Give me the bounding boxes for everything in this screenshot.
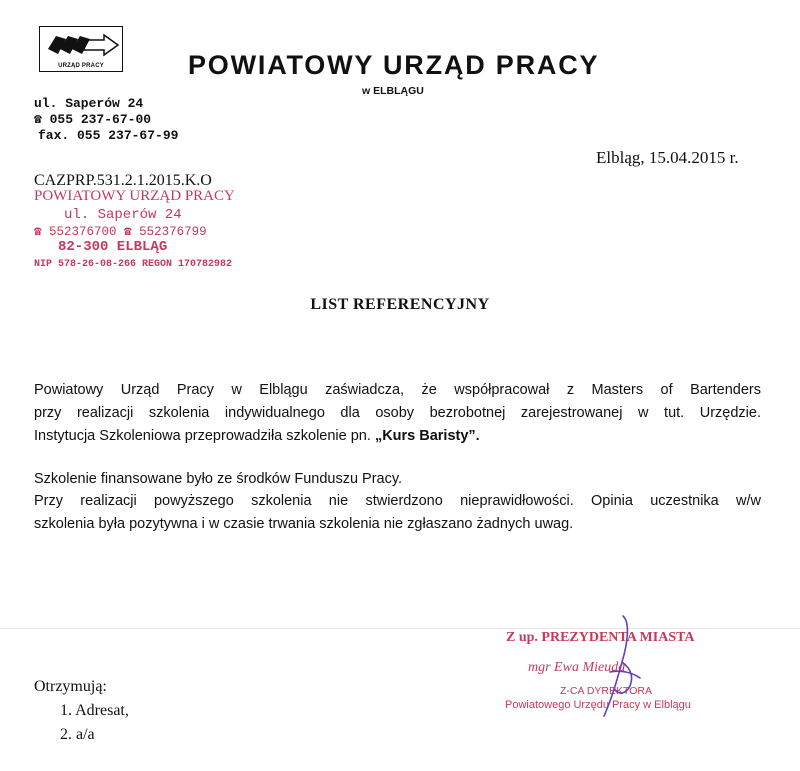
- signature-name: mgr Ewa Mieuda: [528, 660, 626, 675]
- body-p2-line2: Przy realizacji powyższego szkolenia nie stwierdzono nieprawidłowości. Opinia uczestnika w/w: [34, 493, 761, 509]
- signature-position: Z-CA DYREKTORA: [560, 685, 652, 697]
- page-fold: [0, 628, 800, 629]
- page-subtitle: w ELBLĄGU: [362, 85, 424, 97]
- signature-line-1: Z up. PREZYDENTA MIASTA: [506, 630, 695, 645]
- body-p1-line3: [34, 428, 480, 444]
- stamp-line-4: 82-300 ELBLĄG: [58, 239, 168, 255]
- page-title: POWIATOWY URZĄD PRACY: [188, 50, 600, 80]
- body-p2-line1: Szkolenie finansowane było ze środków Funduszu Pracy.: [34, 471, 403, 487]
- letter-heading: LIST REFERENCYJNY: [310, 296, 490, 313]
- address-fax: fax. 055 237-67-99: [38, 128, 179, 143]
- recipient-item-2: 2. a/a: [60, 726, 95, 743]
- logo-text: URZĄD PRACY: [58, 63, 104, 69]
- reference-number: CAZPRP.531.2.1.2015.K.O: [34, 172, 212, 189]
- stamp-line-3: ☎ 552376700 ☎ 552376799: [34, 225, 207, 239]
- stamp-line-2: ul. Saperów 24: [64, 207, 182, 223]
- stamp-line-5: NIP 578-26-08-266 REGON 170782982: [34, 259, 233, 270]
- stamp-line-1: POWIATOWY URZĄD PRACY: [34, 188, 235, 204]
- recipient-item-1: 1. Adresat,: [60, 702, 129, 719]
- body-p1-line3-text: Instytucja Szkoleniowa przeprowadziła szkolenie pn.: [34, 428, 375, 444]
- body-p2-line3: szkolenia była pozytywna i w czasie trwania szkolenia nie zgłaszano żadnych uwag.: [34, 516, 574, 532]
- logo: [39, 26, 123, 72]
- body-p1-line1: Powiatowy Urząd Pracy w Elblągu zaświadcza, że współpracował z Masters of Bartenders: [34, 382, 761, 398]
- address-street: ul. Saperów 24: [34, 96, 144, 111]
- handwritten-signature: [590, 612, 650, 722]
- course-name: „Kurs Baristy”.: [374, 428, 480, 444]
- address-phone: ☎ 055 237-67-00: [34, 112, 152, 127]
- letter-date: Elbląg, 15.04.2015 r.: [596, 148, 739, 167]
- recipients-title: Otrzymują:: [34, 678, 107, 695]
- body-p1-line2: przy realizacji szkolenia indywidualnego dla osoby bezrobotnej zarejestrowanej w tut. Urzędzie.: [34, 405, 761, 421]
- signature-office: Powiatowego Urzędu Pracy w Elblągu: [505, 699, 691, 711]
